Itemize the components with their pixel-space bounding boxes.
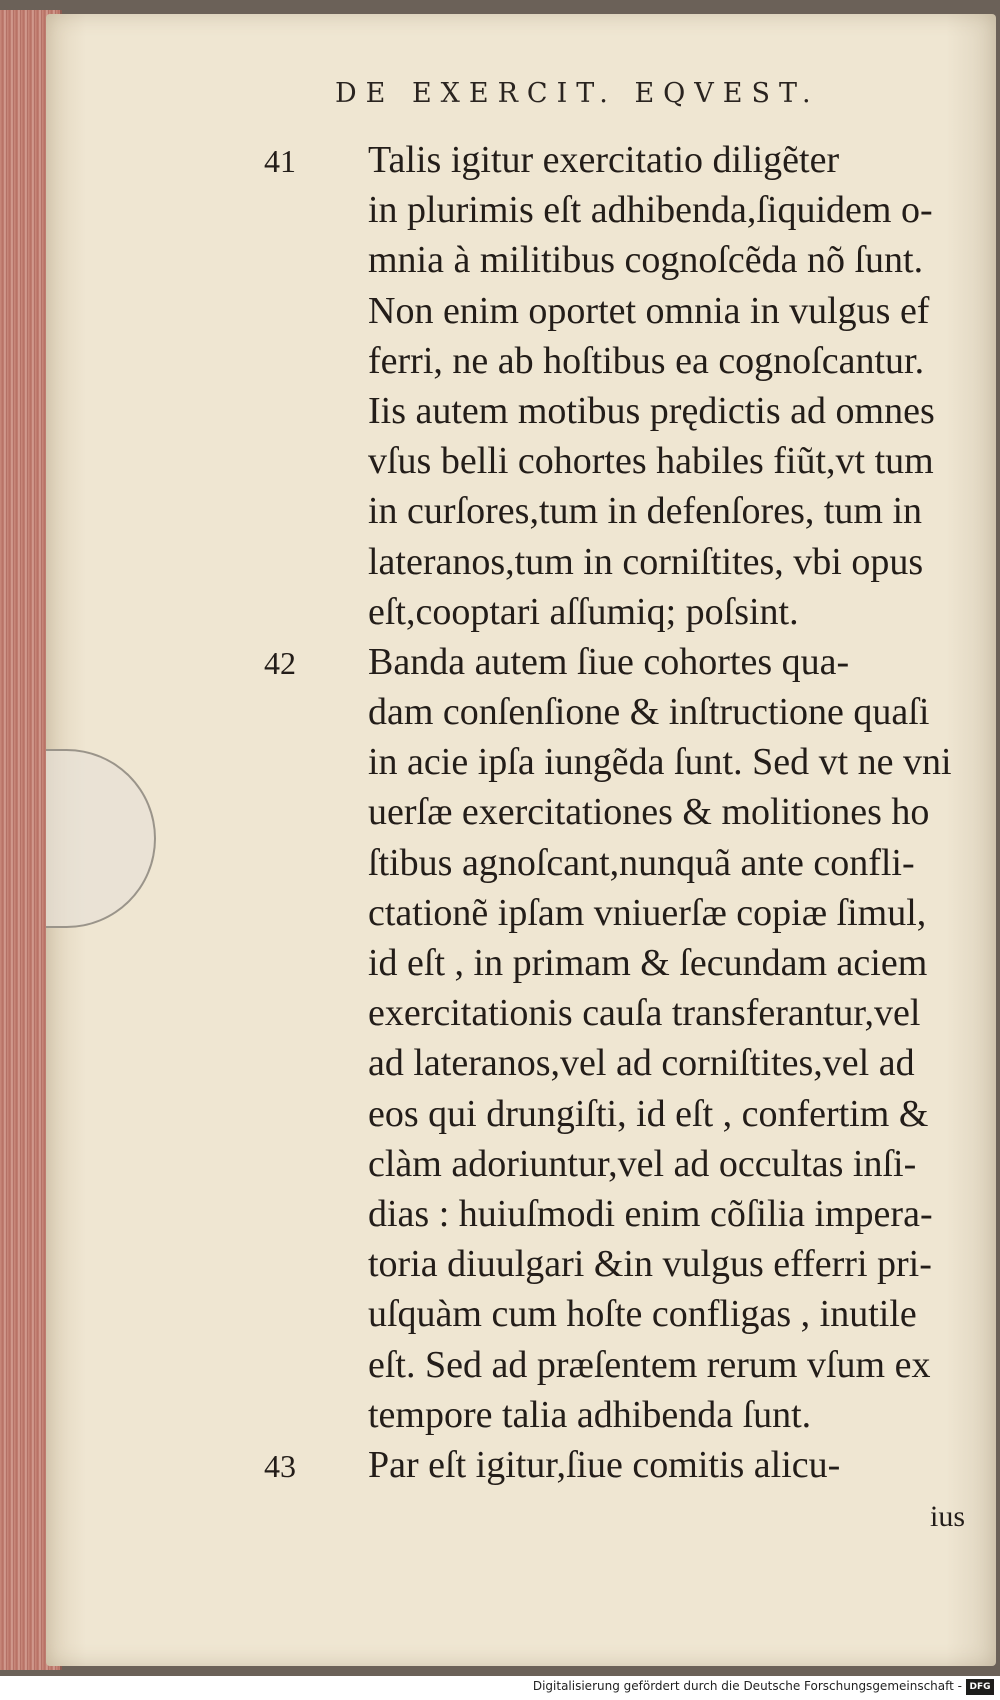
text-line (264, 135, 964, 185)
text-line (264, 938, 964, 988)
line-text: eſt,cooptari aſſumiq; poſsint. (368, 590, 799, 633)
line-text: clàm adoriuntur,vel ad occultas inſi- (368, 1142, 917, 1185)
text-line (264, 787, 964, 837)
text-line (264, 587, 964, 637)
text-line (264, 386, 964, 436)
line-text: toria diuulgari &in vulgus efferri pri- (368, 1243, 932, 1286)
text-line (264, 1089, 964, 1139)
line-text: dias : huiuſmodi enim cõſilia impera- (368, 1192, 933, 1235)
line-text: uerſæ exercitationes & molitiones ho (368, 791, 930, 834)
line-text: Non enim oportet omnia in vulgus ef (368, 289, 930, 332)
catchword: ius (930, 1500, 966, 1533)
line-text: mnia à militibus cognoſcẽda nõ ſunt. (368, 239, 924, 282)
text-line (264, 286, 964, 336)
text-line (264, 637, 964, 687)
text-line (264, 1440, 964, 1490)
page-clip (46, 749, 156, 928)
text-line (264, 687, 964, 737)
text-line (264, 486, 964, 536)
line-text: uſquàm cum hoſte confligas , inutile (368, 1293, 917, 1336)
line-text: vſus belli cohortes habiles fiũt,vt tum (368, 440, 934, 483)
line-text: id eſt , in primam & ſecundam aciem (368, 942, 928, 984)
dfg-logo-icon[interactable]: DFG (966, 1679, 994, 1695)
line-text: in plurimis eſt adhibenda,ſiquidem o- (368, 189, 933, 232)
text-line (264, 235, 964, 285)
line-text: Par eſt igitur,ſiue comitis alicu- (368, 1443, 841, 1486)
line-text: ferri, ne ab hoſtibus ea cognoſcantur. (368, 339, 925, 382)
paragraph-number: 43 (264, 1447, 296, 1484)
text-line (264, 1038, 964, 1088)
line-text: lateranos,tum in corniſtites, vbi opus (368, 540, 924, 583)
text-line (264, 1189, 964, 1239)
line-text: in curſores,tum in defenſores, tum in (368, 490, 923, 533)
text-line (264, 436, 964, 486)
text-block (264, 135, 964, 1490)
line-text: ſtibus agnoſcant,nunquã ante confli- (368, 841, 915, 884)
footer-bar (0, 1676, 1000, 1700)
text-line (264, 988, 964, 1038)
text-line (264, 1239, 964, 1289)
text-line (264, 185, 964, 235)
paragraph-number: 42 (264, 644, 296, 681)
text-line (264, 737, 964, 787)
line-text: eſt. Sed ad præſentem rerum vſum ex (368, 1343, 931, 1386)
footer-credit: Digitalisierung gefördert durch die Deutsche Forschungsgemeinschaft - (532, 1679, 962, 1693)
running-head: DE EXERCIT. EQVEST. (335, 78, 820, 109)
paragraph-number: 41 (264, 143, 296, 179)
line-text: ctationẽ ipſam vniuerſæ copiæ ſimul, (368, 891, 927, 934)
line-text: tempore talia adhibenda ſunt. (368, 1393, 812, 1436)
line-text: eos qui drungiſti, id eſt , confertim & (368, 1092, 929, 1135)
text-line (264, 888, 964, 938)
text-line (264, 838, 964, 888)
text-line (264, 1289, 964, 1339)
line-text: dam conſenſione & inſtructione quaſi (368, 691, 930, 734)
text-line (264, 1340, 964, 1390)
text-line (264, 1139, 964, 1189)
line-text: ad lateranos,vel ad corniſtites,vel ad (368, 1042, 915, 1085)
line-text: exercitationis cauſa transferantur,vel (368, 992, 921, 1035)
text-line (264, 1390, 964, 1440)
line-text: Banda autem ſiue cohortes qua- (368, 640, 850, 683)
line-text: Iis autem motibus prędictis ad omnes (368, 389, 935, 432)
line-text: in acie ipſa iungẽda ſunt. Sed vt ne vni (368, 741, 952, 784)
text-line (264, 336, 964, 386)
line-text: Talis igitur exercitatio diligẽter (368, 139, 840, 181)
text-line (264, 537, 964, 587)
